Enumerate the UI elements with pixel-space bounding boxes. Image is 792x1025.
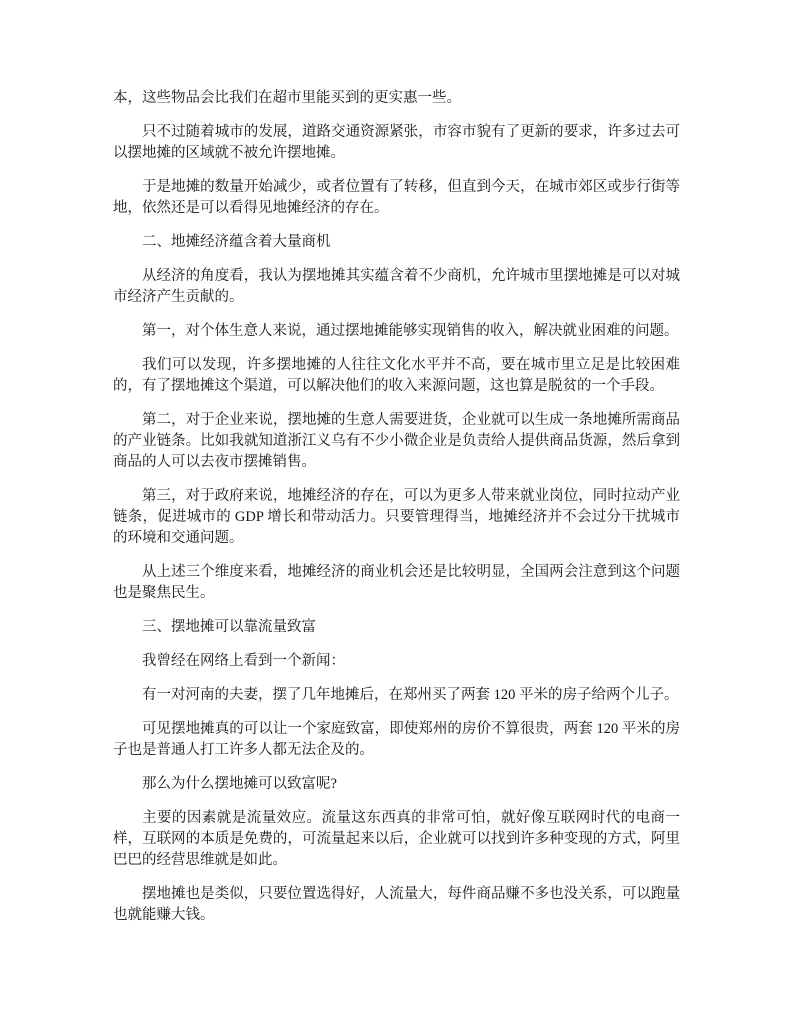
paragraph: 从上述三个维度来看，地摊经济的商业机会还是比较明显，全国两会注意到这个问题也是聚焦民生。 (113, 564, 680, 601)
paragraph: 第一，对个体生意人来说，通过摆地摊能够实现销售的收入，解决就业困难的问题。 (142, 323, 679, 339)
paragraph: 可见摆地摊真的可以让一个家庭致富，即使郑州的房价不算很贵，两套 120 平米的房子也是普通人打工许多人都无法企及的。 (113, 721, 680, 758)
paragraph: 有一对河南的夫妻，摆了几年地摊后，在郑州买了两套 120 平米的房子给两个儿子。 (142, 687, 679, 703)
paragraph: 只不过随着城市的发展，道路交通资源紧张，市容市貌有了更新的要求，许多过去可以摆地摊的区域就不被允许摆地摊。 (113, 124, 680, 161)
paragraph: 摆地摊也是类似，只要位置选得好，人流量大，每件商品赚不多也没关系，可以跑量也就能赚大钱。 (113, 886, 680, 923)
section-heading-3: 三、摆地摊可以靠流量致富 (142, 619, 316, 635)
paragraph: 第二，对于企业来说，摆地摊的生意人需要进货，企业就可以生成一条地摊所需商品的产业链条。比如我就知道浙江义乌有不少小微企业是负责给人提供商品货源，然后拿到商品的人可以去夜市摆摊销售。 (113, 412, 680, 470)
paragraph: 第三，对于政府来说，地摊经济的存在，可以为更多人带来就业岗位，同时拉动产业链条，促进城市的 GDP 增长和带动活力。只要管理得当，地摊经济并不会过分干扰城市的环境和交通问题。 (113, 488, 680, 546)
paragraph: 主要的因素就是流量效应。流量这东西真的非常可怕，就好像互联网时代的电商一样，互联网的本质是免费的，可流量起来以后，企业就可以找到许多种变现的方式，阿里巴巴的经营思维就是如此。 (113, 810, 680, 868)
section-heading-2: 二、地摊经济蕴含着大量商机 (142, 234, 331, 250)
paragraph: 于是地摊的数量开始减少，或者位置有了转移，但直到今天，在城市郊区或步行街等地，依然还是可以看得见地摊经济的存在。 (113, 179, 680, 216)
paragraph: 那么为什么摆地摊可以致富呢? (142, 776, 337, 792)
paragraph: 我曾经在网络上看到一个新闻： (142, 653, 345, 669)
paragraph: 我们可以发现，许多摆地摊的人往往文化水平并不高，要在城市里立足是比较困难的，有了摆地摊这个渠道，可以解决他们的收入来源问题，这也算是脱贫的一个手段。 (113, 357, 680, 394)
paragraph-continuation: 本，这些物品会比我们在超市里能买到的更实惠一些。 (113, 90, 461, 106)
paragraph: 从经济的角度看，我认为摆地摊其实蕴含着不少商机，允许城市里摆地摊是可以对城市经济产生贡献的。 (113, 268, 680, 305)
